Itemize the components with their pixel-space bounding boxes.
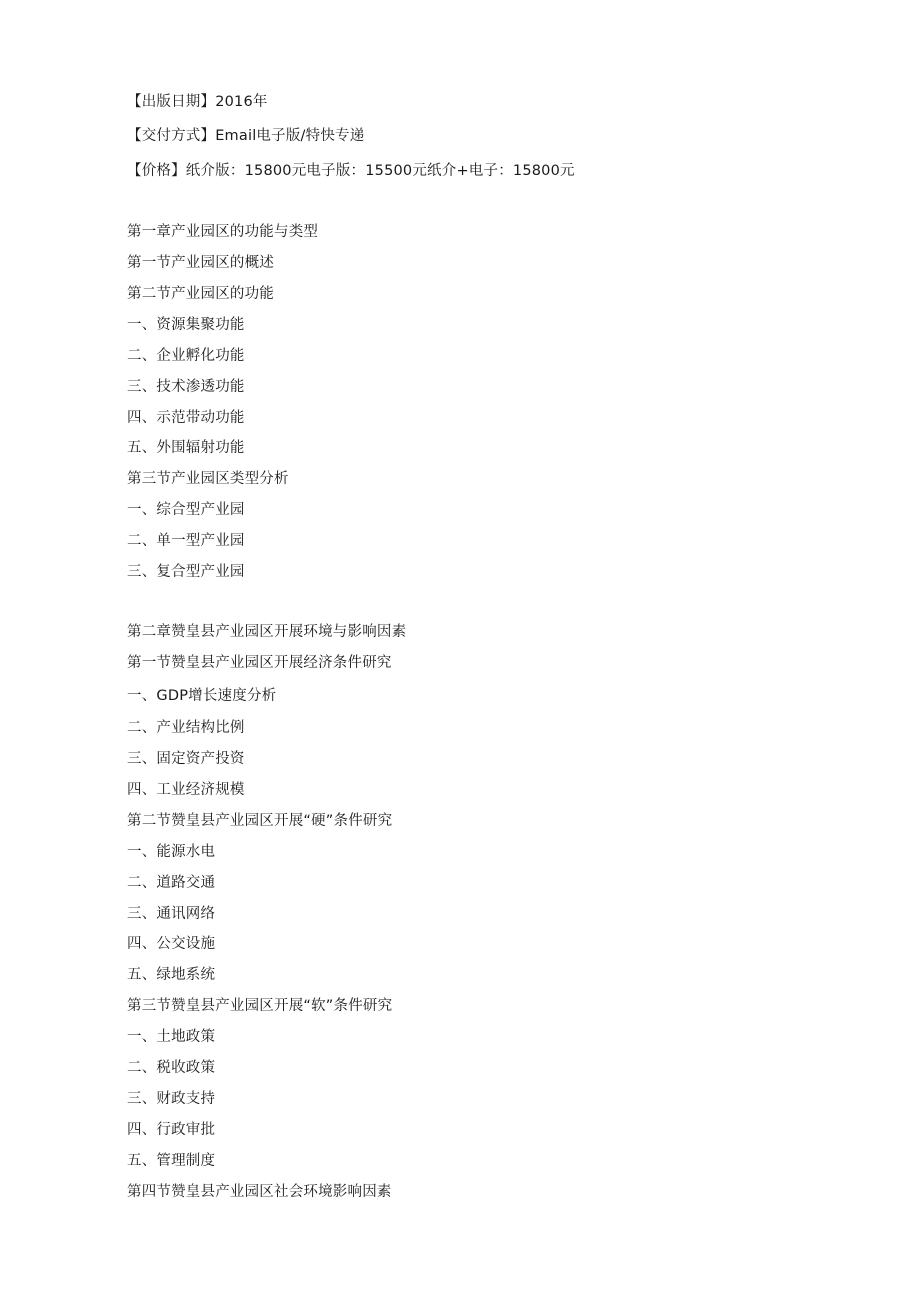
toc-item: 一、综合型产业园 (127, 502, 245, 518)
toc-item: 三、通讯网络 (127, 906, 216, 922)
delivery-method: 【交付方式】Email电子版/特快专递 (127, 128, 365, 144)
toc-item: 二、单一型产业园 (127, 533, 245, 549)
toc-item: 四、工业经济规模 (127, 782, 245, 798)
section-title: 第三节赞皇县产业园区开展“软”条件研究 (127, 998, 393, 1014)
toc-item: 一、资源集聚功能 (127, 317, 245, 333)
publish-date: 【出版日期】2016年 (127, 94, 268, 110)
section-title: 第二节产业园区的功能 (127, 286, 274, 302)
toc-item: 二、产业结构比例 (127, 720, 245, 736)
toc-item: 三、技术渗透功能 (127, 379, 245, 395)
toc-item: 一、GDP增长速度分析 (127, 688, 277, 704)
toc-item: 五、绿地系统 (127, 967, 216, 983)
toc-item: 二、道路交通 (127, 875, 216, 891)
toc-item: 一、土地政策 (127, 1029, 216, 1045)
toc-item: 三、固定资产投资 (127, 751, 245, 767)
price-info: 【价格】纸介版：15800元电子版：15500元纸介+电子：15800元 (127, 163, 575, 179)
toc-item: 一、能源水电 (127, 844, 216, 860)
toc-item: 三、财政支持 (127, 1091, 216, 1107)
chapter-title: 第一章产业园区的功能与类型 (127, 224, 319, 240)
section-title: 第一节赞皇县产业园区开展经济条件研究 (127, 655, 392, 671)
toc-item: 三、复合型产业园 (127, 564, 245, 580)
section-title: 第三节产业园区类型分析 (127, 471, 289, 487)
toc-item: 四、示范带动功能 (127, 410, 245, 426)
toc-item: 四、行政审批 (127, 1122, 216, 1138)
toc-item: 四、公交设施 (127, 936, 216, 952)
toc-item: 五、外围辐射功能 (127, 440, 245, 456)
section-title: 第二节赞皇县产业园区开展“硬”条件研究 (127, 813, 393, 829)
section-title: 第四节赞皇县产业园区社会环境影响因素 (127, 1184, 392, 1200)
toc-item: 二、税收政策 (127, 1060, 216, 1076)
section-title: 第一节产业园区的概述 (127, 255, 274, 271)
toc-item: 五、管理制度 (127, 1153, 216, 1169)
toc-item: 二、企业孵化功能 (127, 348, 245, 364)
chapter-title: 第二章赞皇县产业园区开展环境与影响因素 (127, 624, 407, 640)
